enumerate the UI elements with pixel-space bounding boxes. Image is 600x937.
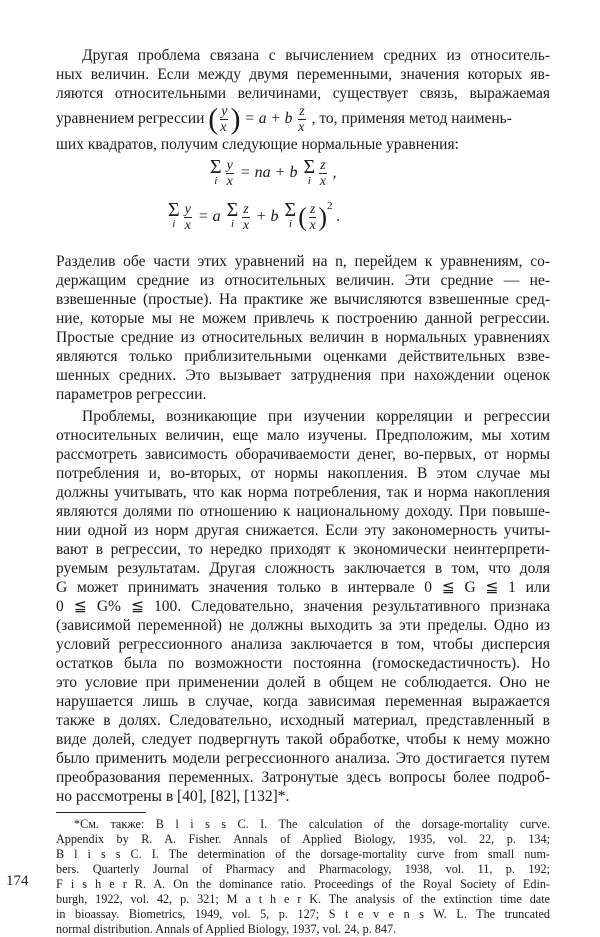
text-line: было применить модели регрессионного анализа. Это достигается путем: [56, 750, 550, 767]
paragraph-1: [56, 46, 550, 154]
sum-symbol: Σ i: [284, 199, 297, 231]
text-line: вают в регрессии, то нередко приходят к экономически неинтерпрети-: [56, 541, 550, 558]
page-number: 174: [6, 873, 29, 889]
text-line: также в долях. Следовательно, исходный материал, представленный в: [56, 712, 550, 729]
text-line: руемым результатам. Другая сложность заключается в том, что доля: [56, 560, 550, 577]
footnote-line: F i s h e r R. A. On the dominance ratio. Proceedings of the Royal Society of Edin-: [56, 877, 550, 891]
text-line: ляются относительными величинами, существует связь, выражаемая: [56, 85, 550, 102]
text-line: взвешенные (простые). На практике же вычисляются взвешенные сред-: [56, 291, 550, 308]
footnote-separator: [56, 812, 146, 813]
footnote-line: in bioassay. Biometrics, 1949, vol. 5, p. 127; S t e v e n s W. L. The truncated: [56, 907, 550, 921]
text-line: виде долей, следует подвергнуть такой обработке, чтобы к нему можно: [56, 731, 550, 748]
hat-paren-open: (: [208, 102, 219, 136]
text-line: Другая проблема связана с вычислением средних из относитель-: [82, 47, 550, 64]
equation-1: [56, 154, 550, 198]
text-line: G может принимать значения только в интервале 0 ≦ G ≦ 1 или: [56, 579, 550, 596]
text-line: рассмотреть зависимость оборачиваемости денег, во-первых, от нормы: [56, 446, 550, 463]
footnote-line: normal distribution. Annals of Applied Biology, 1937, vol. 24, p. 847.: [56, 922, 397, 936]
fraction-zi-xi: $\frac{z}{x}$: [319, 158, 326, 189]
text-line: 0 ≦ G% ≦ 100. Следовательно, значения результативного признака: [56, 598, 550, 615]
hat-paren-close: ): [230, 102, 241, 136]
sum-symbol: Σ i: [168, 199, 180, 231]
equation-1-mid: = na + b: [239, 164, 298, 182]
sum-symbol: Σ i: [210, 155, 222, 187]
text-line: нии одной из норм другая снижается. Если эту закономерность учиты-: [56, 522, 550, 539]
text-line: ших квадратов, получим следующие нормальные уравнения:: [56, 136, 459, 153]
paren-close: ): [318, 202, 327, 232]
text-line: являются только приблизительными оценками действительных взве-: [56, 348, 550, 365]
text-line: относительных величин, еще мало изучены. Предположим, мы хотим: [56, 427, 550, 444]
text-line: это условие при применении долей в общем не соблюдается. Оно не: [56, 674, 550, 691]
text-line: ных величин. Если между двумя переменными, значения которых яв-: [56, 66, 550, 83]
equation-2: [56, 198, 550, 252]
footnote-line: Appendix by R. A. Fisher. Annals of Applied Biology, 1935, vol. 22, p. 134;: [56, 832, 550, 846]
fraction-yi-xi: $\frac{y}{x}$: [226, 158, 233, 189]
sum-symbol: Σ i: [226, 199, 239, 231]
text-line: параметров регрессии.: [56, 386, 207, 403]
text-line: нарушается лишь в случае, когда зависимая переменная выражается: [56, 693, 550, 710]
text-line: Простые средние из относительных величин в нормальных уравнениях: [56, 329, 550, 346]
footnote: [56, 817, 550, 937]
text-line: (зависимой переменной) не должны выходить за эти пределы. Одно из: [56, 617, 550, 634]
footnote-line: *См. также: B l i s s C. I. The calculation of the dorsage-mortality curve.: [74, 817, 550, 831]
exponent: 2: [326, 200, 333, 212]
text-line: ние, которые мы не можем привлечь к построению данной регрессии.: [56, 310, 550, 327]
footnote-line: B l i s s C. I. The determination of the dorsage-mortality curve from small num-: [56, 847, 550, 861]
fraction-y-over-x: $\frac{y}{x}$: [220, 103, 228, 135]
book-page: [56, 46, 550, 937]
text-line: остатков была по возможности постоянна (гомоскедастичность). Но: [56, 655, 550, 672]
text-line: являются долями по отношению к национальному доходу. При повыше-: [56, 503, 550, 520]
equation-2-plus: + b: [255, 208, 279, 225]
text-line: потребления и, во-вторых, от нормы накопления. В этом случае мы: [56, 465, 550, 482]
sum-symbol: Σ i: [303, 155, 316, 187]
footnote-line: burgh, 1922, vol. 42, p. 321; M a t h e r K. The analysis of the extinction time date: [56, 892, 550, 906]
paragraph-3: [56, 407, 550, 806]
text-line: но рассмотрены в [40], [82], [132]*.: [56, 788, 290, 805]
text-line: Разделив обе части этих уравнений на n, перейдем к уравнениям, со-: [56, 253, 550, 270]
text-segment: уравнением регрессии: [56, 110, 205, 127]
text-line: шенных средних. Это вызывает затруднения при нахождении оценок: [56, 367, 550, 384]
regression-line: [56, 103, 550, 135]
text-line: условий регрессионного анализа заключается в том, чтобы дисперсия: [56, 636, 550, 653]
fraction-zi-xi: $\frac{z}{x}$: [242, 201, 250, 233]
text-segment: , то, применяя метод наимень-: [311, 110, 512, 127]
text-line: Проблемы, возникающие при изучении корреляции и регрессии: [82, 408, 550, 425]
regression-rhs: = a + b: [244, 110, 293, 127]
equation-2-end: .: [336, 208, 341, 225]
paren-open: (: [298, 202, 307, 232]
fraction-zi-xi: $\frac{z}{x}$: [309, 201, 316, 233]
text-line: должны учитывать, что как норма потребления, так и норма накопления: [56, 484, 550, 501]
text-line: держащим средние из относительных величин. Эти средние — не-: [56, 272, 550, 289]
fraction-z-over-x: $\frac{z}{x}$: [298, 103, 305, 135]
text-line: преобразования переменных. Затронутые здесь вопросы более подроб-: [56, 769, 550, 786]
equation-1-end: ,: [332, 164, 337, 182]
equation-2-mid: = a: [197, 208, 221, 225]
paragraph-2: [56, 252, 550, 404]
footnote-line: bers. Quarterly Journal of Pharmacy and Pharmacology, 1938, vol. 11, p. 192;: [56, 862, 550, 876]
fraction-yizi-xixi: $\frac{y}{x}$: [184, 201, 191, 233]
